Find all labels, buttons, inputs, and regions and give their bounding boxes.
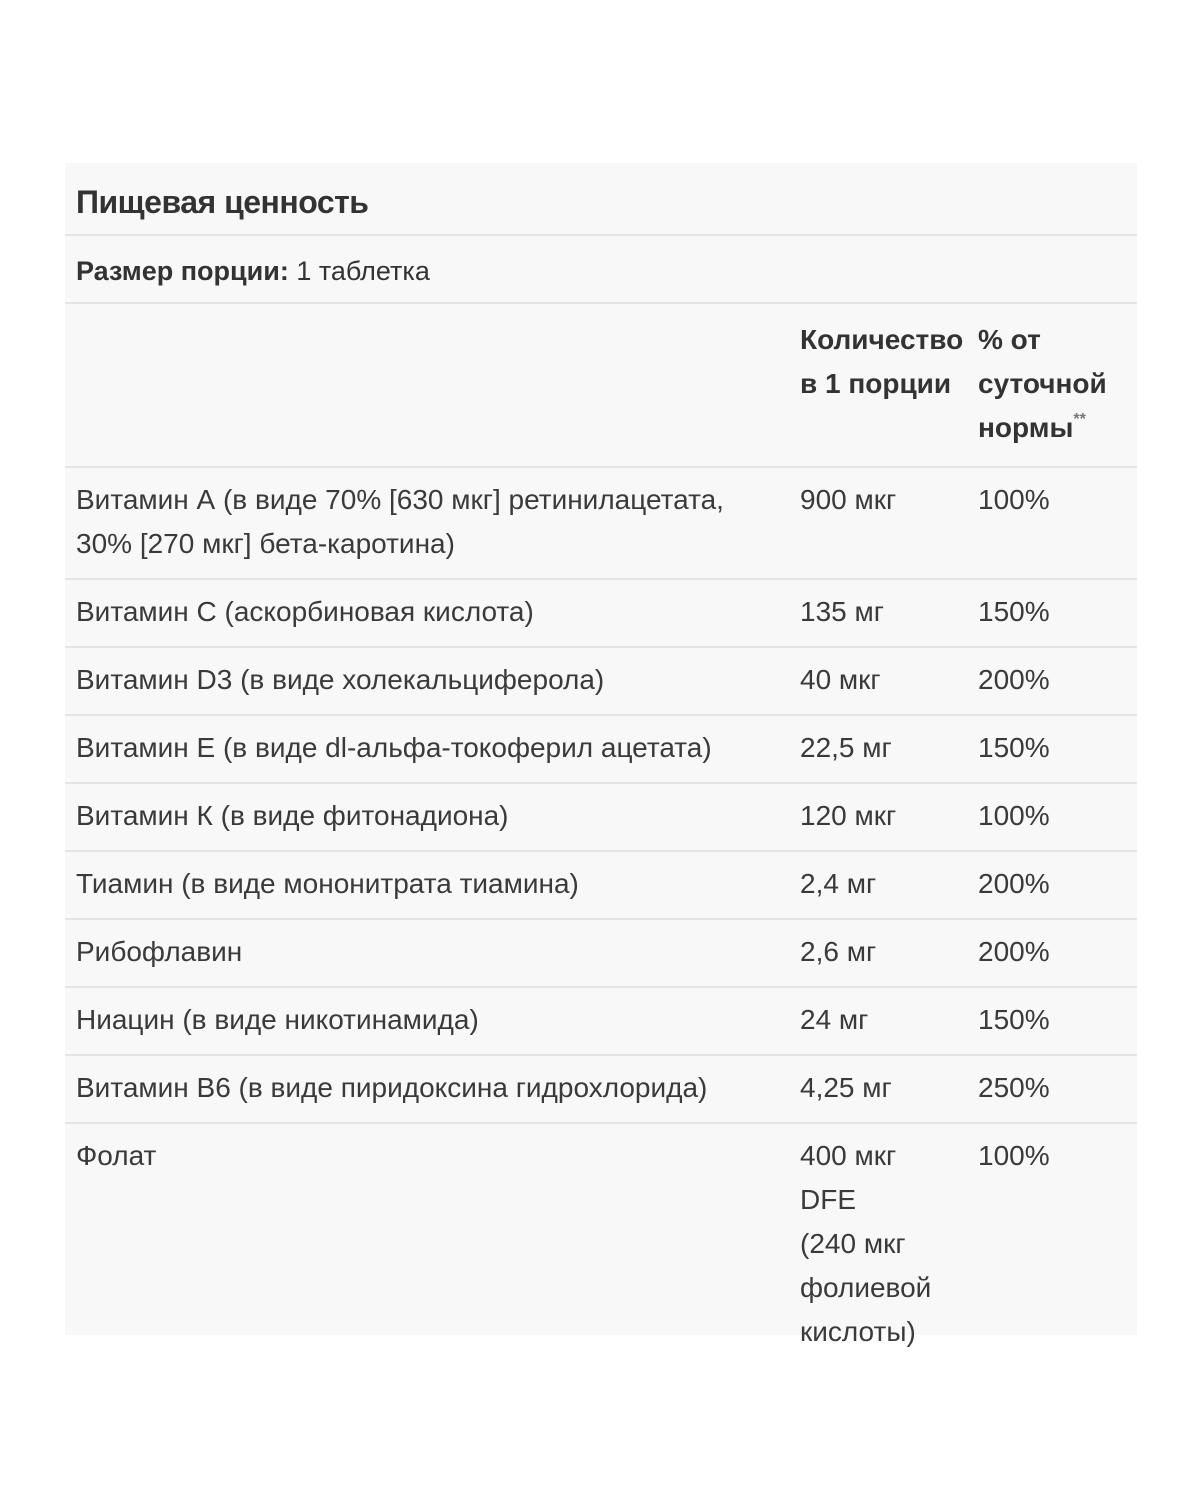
nutrient-amount: 120 мкг — [800, 783, 978, 851]
nutrient-name: Витамин Е (в виде dl-альфа-токоферил ацетата) — [65, 715, 800, 783]
amount-line: кислоты) — [800, 1316, 916, 1347]
nutrient-daily-value: 150% — [978, 579, 1137, 647]
header-dv-line1: % от — [978, 324, 1041, 355]
nutrients-table — [65, 304, 1137, 1366]
nutrient-name: Фолат — [76, 1140, 157, 1171]
nutrient-daily-value: 250% — [978, 1055, 1137, 1123]
nutrient-amount: 4,25 мг — [800, 1055, 978, 1123]
nutrient-amount: 40 мкг — [800, 647, 978, 715]
table-row — [65, 467, 1137, 579]
table-row — [65, 1123, 1137, 1366]
table-row — [65, 1055, 1137, 1123]
header-dv-line2: суточной — [978, 368, 1107, 399]
nutrition-facts-panel — [65, 163, 1137, 1347]
nutrient-amount: 22,5 мг — [800, 715, 978, 783]
amount-line: (240 мкг — [800, 1228, 906, 1259]
header-daily-value — [978, 304, 1137, 467]
nutrient-name: Тиамин (в виде мононитрата тиамина) — [65, 851, 800, 919]
nutrient-name: Рибофлавин — [65, 919, 800, 987]
nutrient-daily-value: 200% — [978, 851, 1137, 919]
amount-line: 400 мкг — [800, 1140, 897, 1171]
nutrient-name: Витамин К (в виде фитонадиона) — [65, 783, 800, 851]
table-row — [65, 647, 1137, 715]
nutrient-daily-value: 150% — [978, 987, 1137, 1055]
nutrient-amount: 135 мг — [800, 579, 978, 647]
nutrient-amount: 24 мг — [800, 987, 978, 1055]
header-amount-per-serving — [800, 304, 978, 467]
nutrient-daily-value: 100% — [978, 1140, 1050, 1171]
serving-size-label: Размер порции: — [76, 256, 289, 286]
nutrient-daily-value: 100% — [978, 783, 1137, 851]
nutrient-name — [65, 467, 800, 579]
nutrient-name: Ниацин (в виде никотинамида) — [65, 987, 800, 1055]
table-row — [65, 919, 1137, 987]
table-row — [65, 851, 1137, 919]
table-header-row — [65, 304, 1137, 467]
header-nutrient — [65, 304, 800, 467]
nutrient-amount — [800, 1123, 978, 1366]
panel-title: Пищевая ценность — [65, 163, 1137, 236]
header-dv-line3 — [978, 406, 1137, 450]
table-row — [65, 783, 1137, 851]
amount-line: фолиевой — [800, 1272, 932, 1303]
table-row — [65, 715, 1137, 783]
nutrient-daily-value: 200% — [978, 919, 1137, 987]
serving-size — [65, 236, 1137, 304]
amount-line: DFE — [800, 1184, 856, 1215]
nutrient-name-line2: 30% [270 мкг] бета-каротина) — [76, 528, 455, 559]
nutrient-name-line1: Витамин А (в виде 70% [630 мкг] ретинилацетата, — [76, 484, 724, 515]
serving-size-value: 1 таблетка — [296, 256, 430, 286]
table-row — [65, 987, 1137, 1055]
footnote-mark: ** — [1073, 411, 1086, 428]
nutrient-name: Витамин С (аскорбиновая кислота) — [65, 579, 800, 647]
nutrient-amount: 2,4 мг — [800, 851, 978, 919]
nutrient-amount: 2,6 мг — [800, 919, 978, 987]
nutrient-name: Витамин D3 (в виде холекальциферола) — [65, 647, 800, 715]
header-dv-line3-text: нормы — [978, 412, 1074, 443]
nutrient-name: Витамин В6 (в виде пиридоксина гидрохлорида) — [65, 1055, 800, 1123]
table-row — [65, 579, 1137, 647]
nutrient-daily-value: 200% — [978, 647, 1137, 715]
header-amount-line2: в 1 порции — [800, 368, 952, 399]
nutrient-amount: 900 мкг — [800, 467, 978, 579]
header-amount-line1: Количество — [800, 324, 964, 355]
nutrient-daily-value: 100% — [978, 467, 1137, 579]
nutrient-daily-value: 150% — [978, 715, 1137, 783]
